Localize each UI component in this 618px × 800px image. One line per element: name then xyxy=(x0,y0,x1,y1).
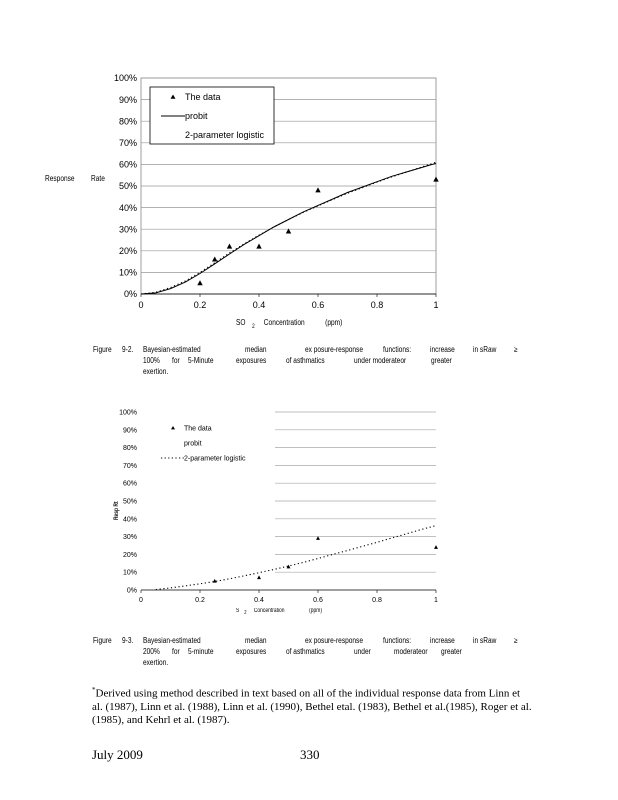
y-tick-label: 80% xyxy=(118,116,137,127)
caption-word: exertion. xyxy=(143,658,169,667)
y-tick-label: 10% xyxy=(118,267,137,278)
x-tick-label: 1 xyxy=(433,300,439,310)
caption-word: in sRaw xyxy=(473,345,497,354)
caption-word: of asthmatics xyxy=(286,647,325,656)
legend-entry: The data xyxy=(185,92,221,103)
caption-word: functions: xyxy=(383,636,412,645)
legend-entry: 2-parameter logistic xyxy=(185,130,265,141)
caption-word: ex posure-response xyxy=(305,345,363,354)
caption-number: 9-2. xyxy=(122,345,134,354)
caption-word: increase xyxy=(430,636,455,645)
x-tick-label: 0.2 xyxy=(193,300,207,310)
y-tick-label: 20% xyxy=(122,551,137,559)
y-tick-label: 100% xyxy=(119,409,137,417)
y-tick-label: 10% xyxy=(122,569,137,577)
footnote: *Derived using method described in text based on all of the individual response data from Linn et al. (1987), Linn et al. (1988), Linn et al. (1990), Bethel etal. (1983), Bethel et al.(1985), Roger et al. (1985), and Kehrl et al. (1987). xyxy=(92,686,532,726)
caption-word: exposures xyxy=(236,356,267,365)
y-axis-label-2: Resp Rt xyxy=(114,501,120,520)
caption-word: median xyxy=(245,345,267,354)
legend-entry: 2-parameter logistic xyxy=(184,455,246,463)
y-tick-label: 50% xyxy=(122,498,137,506)
legend-entry: probit xyxy=(185,111,208,122)
y-tick-label: 60% xyxy=(122,480,137,488)
y-tick-label: 50% xyxy=(118,181,137,192)
caption-word: 5-minute xyxy=(188,647,214,656)
logistic-line xyxy=(156,526,436,590)
caption-word: of asthmatics xyxy=(286,356,325,365)
x-tick-label: 0 xyxy=(139,597,143,604)
y-axis-label-1: Response xyxy=(45,174,75,183)
y-tick-label: 30% xyxy=(122,534,137,542)
caption-word: greater xyxy=(441,647,462,656)
data-point xyxy=(434,545,438,549)
caption-word: median xyxy=(245,636,267,645)
x-tick-label: 0.4 xyxy=(252,300,266,310)
caption-word: greater xyxy=(431,356,452,365)
caption-word: increase xyxy=(430,345,455,354)
caption-word: 5-Minute xyxy=(188,356,214,365)
caption-word: ≥ xyxy=(514,636,518,645)
x-tick-label: 1 xyxy=(434,597,438,604)
caption-word: ≥ xyxy=(514,345,518,354)
y-tick-label: 90% xyxy=(118,94,137,105)
y-tick-label: 70% xyxy=(118,137,137,148)
y-tick-label: 30% xyxy=(118,224,137,235)
y-tick-label: 40% xyxy=(118,202,137,213)
y-tick-label: 100% xyxy=(113,73,137,84)
caption-word: under xyxy=(354,647,371,656)
caption-word: 100% xyxy=(143,356,160,365)
caption-word: under moderateor xyxy=(354,356,407,365)
caption-number: 9-3. xyxy=(122,636,134,645)
figure-caption-9-2: Figure xyxy=(93,345,112,354)
caption-word: for xyxy=(172,647,180,656)
caption-word: Bayesian-estimated xyxy=(143,636,201,645)
x-tick-label: 0.8 xyxy=(370,300,384,310)
page-number: 330 xyxy=(300,747,320,762)
x-tick-label: 0.2 xyxy=(195,597,205,604)
x-tick-label: 0 xyxy=(138,300,144,310)
legend-marker-data xyxy=(171,426,175,429)
caption-word: exertion. xyxy=(143,367,169,376)
x-tick-label: 0.6 xyxy=(313,597,323,604)
x-axis-label-2: S $_2$ Concentration (ppm) xyxy=(236,608,322,616)
y-tick-label: 0% xyxy=(123,289,137,300)
y-tick-label: 40% xyxy=(122,516,137,524)
y-tick-label: 60% xyxy=(118,159,137,170)
y-tick-label: 80% xyxy=(122,445,137,453)
x-tick-label: 0.6 xyxy=(311,300,325,310)
legend-entry: The data xyxy=(184,425,212,433)
data-point xyxy=(257,575,261,579)
caption-word: ex posure-response xyxy=(305,636,363,645)
x-tick-label: 0.8 xyxy=(372,597,382,604)
y-tick-label: 0% xyxy=(126,587,137,595)
y-tick-label: 70% xyxy=(122,462,137,470)
y-tick-label: 20% xyxy=(118,245,137,256)
y-tick-label: 90% xyxy=(122,427,137,435)
legend-entry: probit xyxy=(184,440,202,448)
caption-word: moderateor xyxy=(394,647,428,656)
caption-word: for xyxy=(172,356,180,365)
x-tick-label: 0.4 xyxy=(254,597,264,604)
y-axis-label-1b: Rate xyxy=(91,174,105,183)
caption-word: 200% xyxy=(143,647,160,656)
caption-word: in sRaw xyxy=(473,636,497,645)
figure-caption-9-3: Figure xyxy=(93,636,112,645)
x-axis-label-1: SO $_2$ Concentration (ppm) xyxy=(236,318,343,330)
caption-word: exposures xyxy=(236,647,267,656)
footer-date: July 2009 xyxy=(92,747,143,762)
caption-word: functions: xyxy=(383,345,412,354)
caption-word: Bayesian-estimated xyxy=(143,345,201,354)
